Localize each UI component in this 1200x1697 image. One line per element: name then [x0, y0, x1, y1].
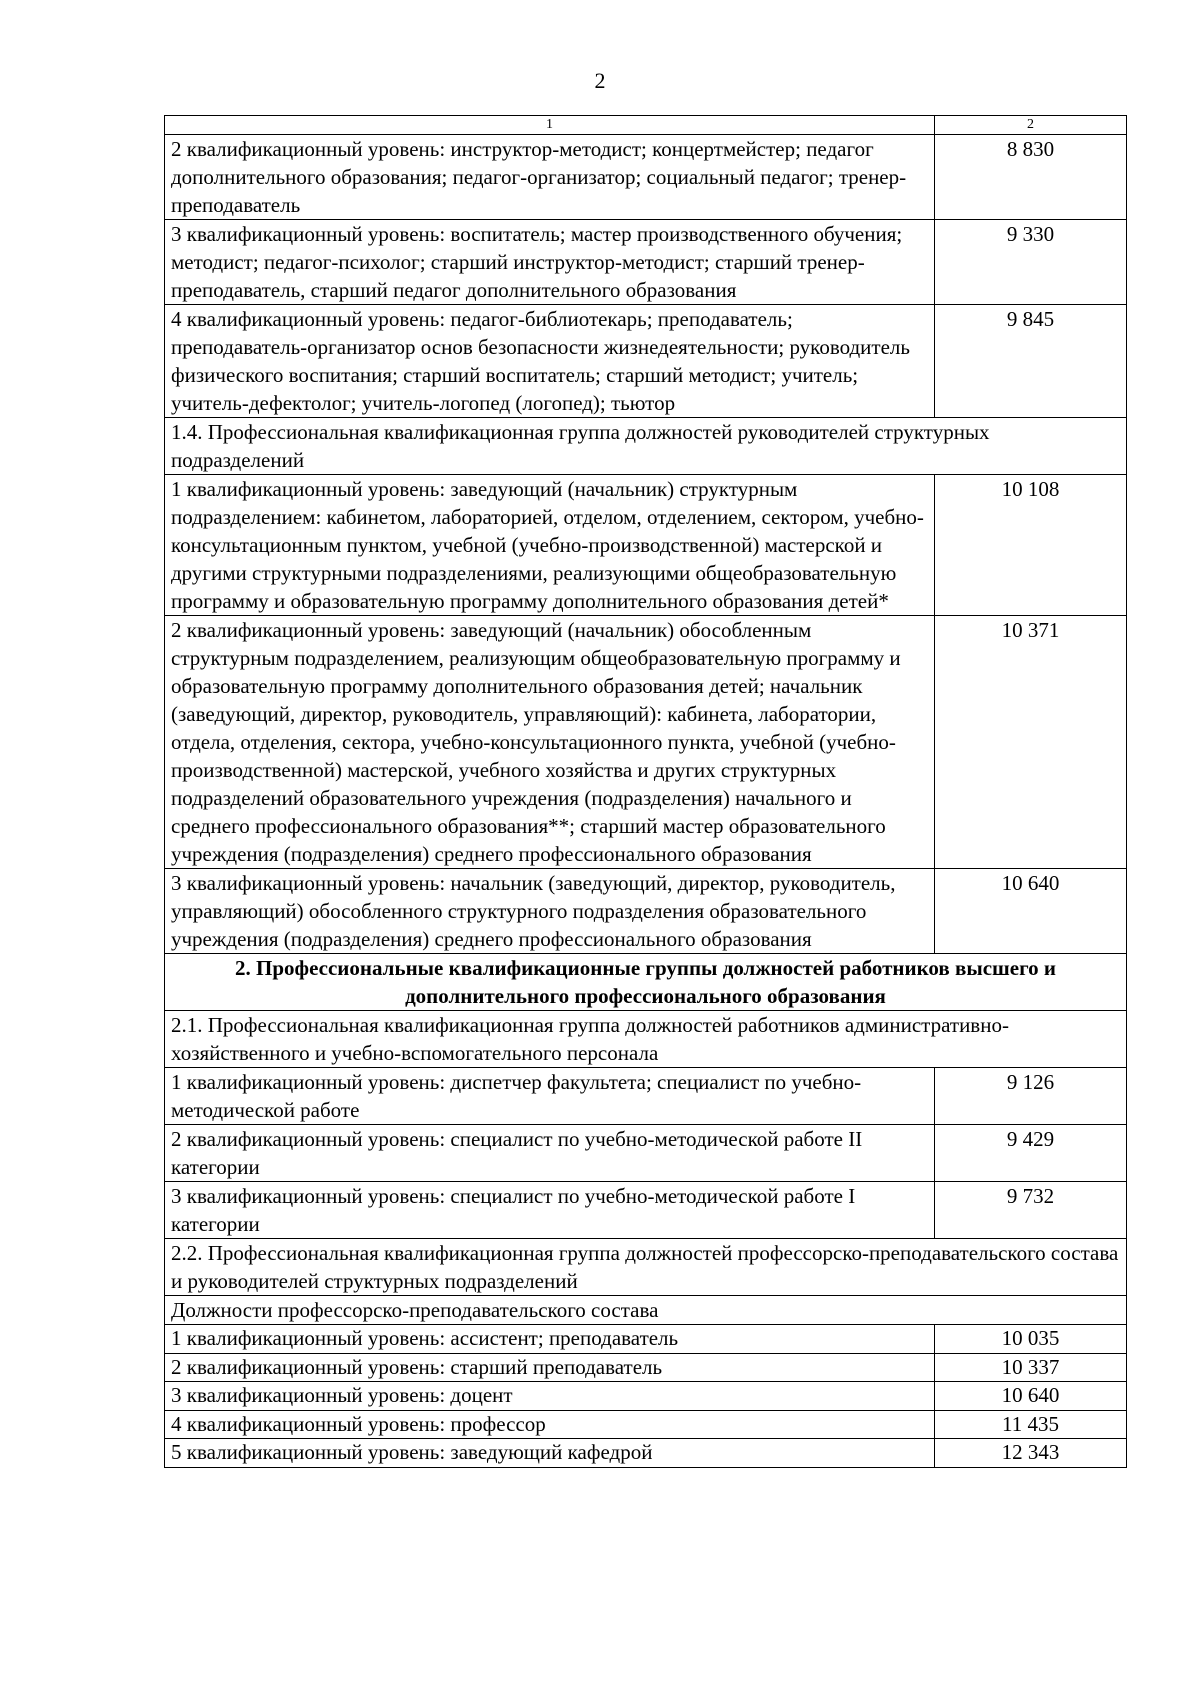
table-row: [165, 135, 1127, 220]
salary-cell: 9 845: [935, 305, 1127, 418]
page-number: 2: [594, 68, 606, 93]
position-cell: 1 квалификационный уровень: заведующий (начальник) структурным подразделением: кабинетом, лабораторией, отделом, отделением, сектором, учебно-консультационным пунктом, учебной (учебно-производственной) мастерской и другими структурными подразделениями, реализующими общеобразовательную программу и образовательную программу дополнительного образования детей*: [165, 475, 935, 616]
table-header-row: [165, 116, 1127, 135]
position-cell: 2 квалификационный уровень: инструктор-методист; концертмейстер; педагог дополнительного образования; педагог-организатор; социальный педагог; тренер-преподаватель: [165, 135, 935, 220]
table-row: [165, 1182, 1127, 1239]
position-cell: 3 квалификационный уровень: специалист по учебно-методической работе I категории: [165, 1182, 935, 1239]
table-row: [165, 1439, 1127, 1468]
position-cell: 3 квалификационный уровень: доцент: [165, 1382, 935, 1411]
position-cell: 4 квалификационный уровень: профессор: [165, 1410, 935, 1439]
position-cell: 2 квалификационный уровень: старший преподаватель: [165, 1353, 935, 1382]
group-heading-row: [165, 1011, 1127, 1068]
header-col-1: 1: [165, 116, 935, 135]
salary-cell: 12 343: [935, 1439, 1127, 1468]
table-row: [165, 1325, 1127, 1354]
position-cell: 5 квалификационный уровень: заведующий кафедрой: [165, 1439, 935, 1468]
table-row: [165, 220, 1127, 305]
subgroup-heading-row: [165, 1296, 1127, 1325]
position-cell: 2 квалификационный уровень: заведующий (начальник) обособленным структурным подразделением, реализующим общеобразовательную программу и образовательную программу дополнительного образования детей; начальник (заведующий, директор, руководитель, управляющий): кабинета, лаборатории, отдела, отделения, сектора, учебно-консультационного пункта, учебной (учебно-производственной) мастерской, учебного хозяйства и других структурных подразделений образовательного учреждения (подразделения) начального и среднего профессионального образования**; старший мастер образовательного учреждения (подразделения) среднего профессионального образования: [165, 616, 935, 869]
salary-cell: 8 830: [935, 135, 1127, 220]
section-heading: 2. Профессиональные квалификационные группы должностей работников высшего и дополнительного профессионального образования: [165, 954, 1127, 1011]
salary-cell: 9 330: [935, 220, 1127, 305]
salary-cell: 10 108: [935, 475, 1127, 616]
salary-table: [164, 115, 1127, 1468]
table-row: [165, 616, 1127, 869]
group-heading-row: [165, 418, 1127, 475]
salary-cell: 9 429: [935, 1125, 1127, 1182]
salary-cell: 9 732: [935, 1182, 1127, 1239]
position-cell: 1 квалификационный уровень: диспетчер факультета; специалист по учебно-методической работе: [165, 1068, 935, 1125]
header-col-2: 2: [935, 116, 1127, 135]
table-row: [165, 1353, 1127, 1382]
group-heading: 2.1. Профессиональная квалификационная группа должностей работников административно-хозяйственного и учебно-вспомогательного персонала: [165, 1011, 1127, 1068]
table-row: [165, 1410, 1127, 1439]
table-row: [165, 1382, 1127, 1411]
salary-cell: 10 371: [935, 616, 1127, 869]
salary-cell: 10 035: [935, 1325, 1127, 1354]
group-heading-row: [165, 1239, 1127, 1296]
group-heading: 1.4. Профессиональная квалификационная группа должностей руководителей структурных подразделений: [165, 418, 1127, 475]
salary-cell: 11 435: [935, 1410, 1127, 1439]
salary-cell: 9 126: [935, 1068, 1127, 1125]
salary-cell: 10 640: [935, 869, 1127, 954]
table-row: [165, 1068, 1127, 1125]
table-row: [165, 1125, 1127, 1182]
salary-cell: 10 640: [935, 1382, 1127, 1411]
subgroup-heading: Должности профессорско-преподавательского состава: [165, 1296, 1127, 1325]
position-cell: 1 квалификационный уровень: ассистент; преподаватель: [165, 1325, 935, 1354]
table-row: [165, 305, 1127, 418]
position-cell: 3 квалификационный уровень: воспитатель; мастер производственного обучения; методист; педагог-психолог; старший инструктор-методист; старший тренер-преподаватель, старший педагог дополнительного образования: [165, 220, 935, 305]
position-cell: 4 квалификационный уровень: педагог-библиотекарь; преподаватель; преподаватель-организатор основ безопасности жизнедеятельности; руководитель физического воспитания; старший воспитатель; старший методист; учитель; учитель-дефектолог; учитель-логопед (логопед); тьютор: [165, 305, 935, 418]
salary-cell: 10 337: [935, 1353, 1127, 1382]
group-heading: 2.2. Профессиональная квалификационная группа должностей профессорско-преподавательского состава и руководителей структурных подразделений: [165, 1239, 1127, 1296]
table-row: [165, 869, 1127, 954]
position-cell: 3 квалификационный уровень: начальник (заведующий, директор, руководитель, управляющий) обособленного структурного подразделения образовательного учреждения (подразделения) среднего профессионального образования: [165, 869, 935, 954]
table-row: [165, 475, 1127, 616]
position-cell: 2 квалификационный уровень: специалист по учебно-методической работе II категории: [165, 1125, 935, 1182]
section-heading-row: [165, 954, 1127, 1011]
